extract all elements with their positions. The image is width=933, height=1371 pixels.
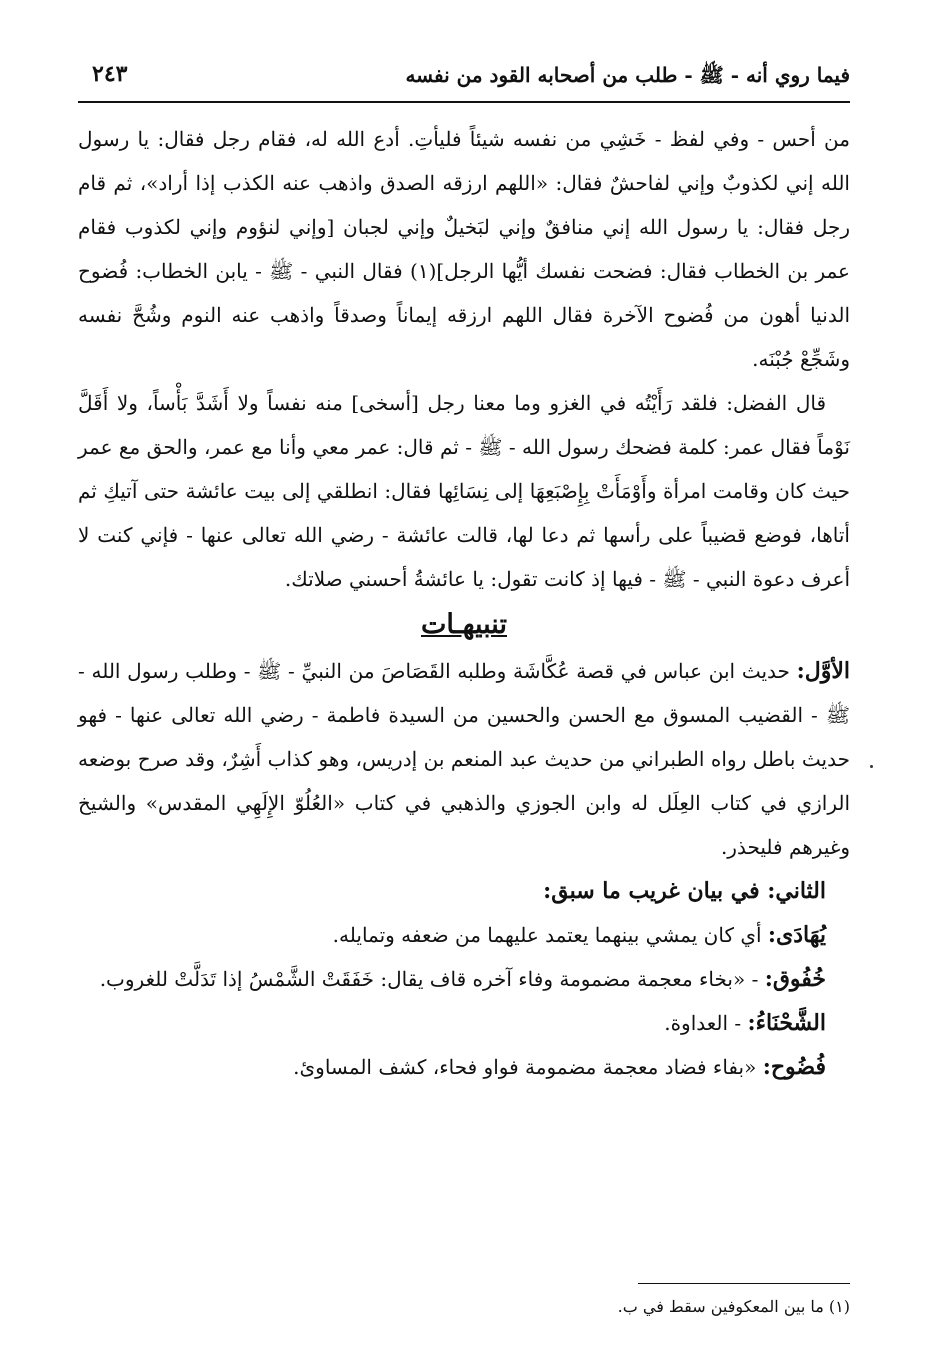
gloss-definition: أي كان يمشي بينهما يعتمد عليهما من ضعفه وتمايله. [332,923,762,947]
gloss-definition: - العداوة. [664,1011,742,1035]
note-first-text: حديث ابن عباس في قصة عُكَّاشَة وطلبه القَصَاصَ من النبيِّ - ﷺ - وطلب رسول الله - ﷺ - القضيب المسوق مع الحسن والحسين من السيدة فاطمة - رضي الله تعالى عنها - فهو حديث باطل رواه الطبراني من حديث عبد المنعم بن إدريس، وهو كذاب أَشِرٌ، وقد صرح بوضعه الرازي في كتاب العِلَل له وابن الجوزي والذهبي في كتاب «العُلُوّ الإِلَهِي المقدس» والشيخ وغيرهم فليحذر. [78,659,850,859]
gloss-term: فُضُوح: [762,1054,826,1080]
note-second-lead: الثاني: في بيان غريب ما سبق: [543,878,826,904]
paragraph-2: قال الفضل: فلقد رَأَيْتُه في الغزو وما معنا رجل [أسخى] منه نفساً ولا أَشَدَّ بَأْساً، ولا أَقَلَّ نَوْماً فقال عمر: كلمة فضحك رسول الله - ﷺ - ثم قال: عمر معي وأنا مع عمر، والحق مع عمر حيث كان وقامت امرأة وأَوْمَأَتْ بِإِصْبَعِهَا إلى نِسَائِها فقال: انطلقي إلى بيت عائشة حتى آتيكِ ثم أتاها، فوضع قضيباً على رأسها ثم دعا لها، قالت عائشة - رضي الله تعالى عنها - فإني كنت لا أعرف دعوة النبي - ﷺ - فيها إذ كانت تقول: يا عائشةُ أحسني صلاتك. [78,391,850,591]
footnote-divider [638,1283,850,1284]
note-first-lead: الأوَّل: [796,658,851,684]
page-header [78,55,850,103]
paragraph-1: من أحس - وفي لفظ - خَشِي من نفسه شيئاً فليأتِ. أدع الله له، فقام رجل فقال: يا رسول الله إني لكذوبٌ وإني لفاحشٌ فقال: «اللهم ارزقه الصدق واذهب عنه الكذب إذا أراد»، ثم قام رجل فقال: يا رسول الله إني منافقٌ وإني لبَخيلٌ وإني لجبان [وإني لنؤوم وإني لكذوب فقام عمر بن الخطاب فقال: فضحت نفسك أيُّها الرجل](١) فقال النبي - ﷺ - يابن الخطاب: فُضوح الدنيا أهون من فُضوح الآخرة فقال اللهم ارزقه إيماناً وصدقاً واذهب عنه النوم وشُحَّ نفسه وشَجِّعْ جُبْنَه. [78,127,850,371]
gloss-item [78,1001,850,1045]
page-body [78,117,850,1089]
gloss-definition: - «بخاء معجمة مضمومة وفاء آخره قاف يقال: خَفَقَتْ الشَّمْسُ إذا تَدَلَّتْ للغروب. [99,967,759,991]
gloss-term: يُهَادَى: [767,922,826,948]
book-page [78,55,850,1345]
gloss-definition: «بفاء فضاد معجمة مضمومة فواو فحاء، كشف المساوئ. [293,1055,757,1079]
gloss-item [78,913,850,957]
margin-mark [870,765,873,768]
gloss-item [78,957,850,1001]
page-number: ٢٤٣ [92,61,128,87]
gloss-item [78,1045,850,1089]
gloss-term: الشَّحْنَاءُ: [747,1010,826,1036]
note-first [78,649,850,869]
gloss-term: خُفُوق: [764,966,826,992]
running-title: فيما روي أنه - ﷺ - طلب من أصحابه القود من نفسه [405,63,850,87]
section-heading: تنبيهـات [421,609,507,640]
footnote: (١) ما بين المعكوفين سقط في ب. [617,1297,850,1316]
